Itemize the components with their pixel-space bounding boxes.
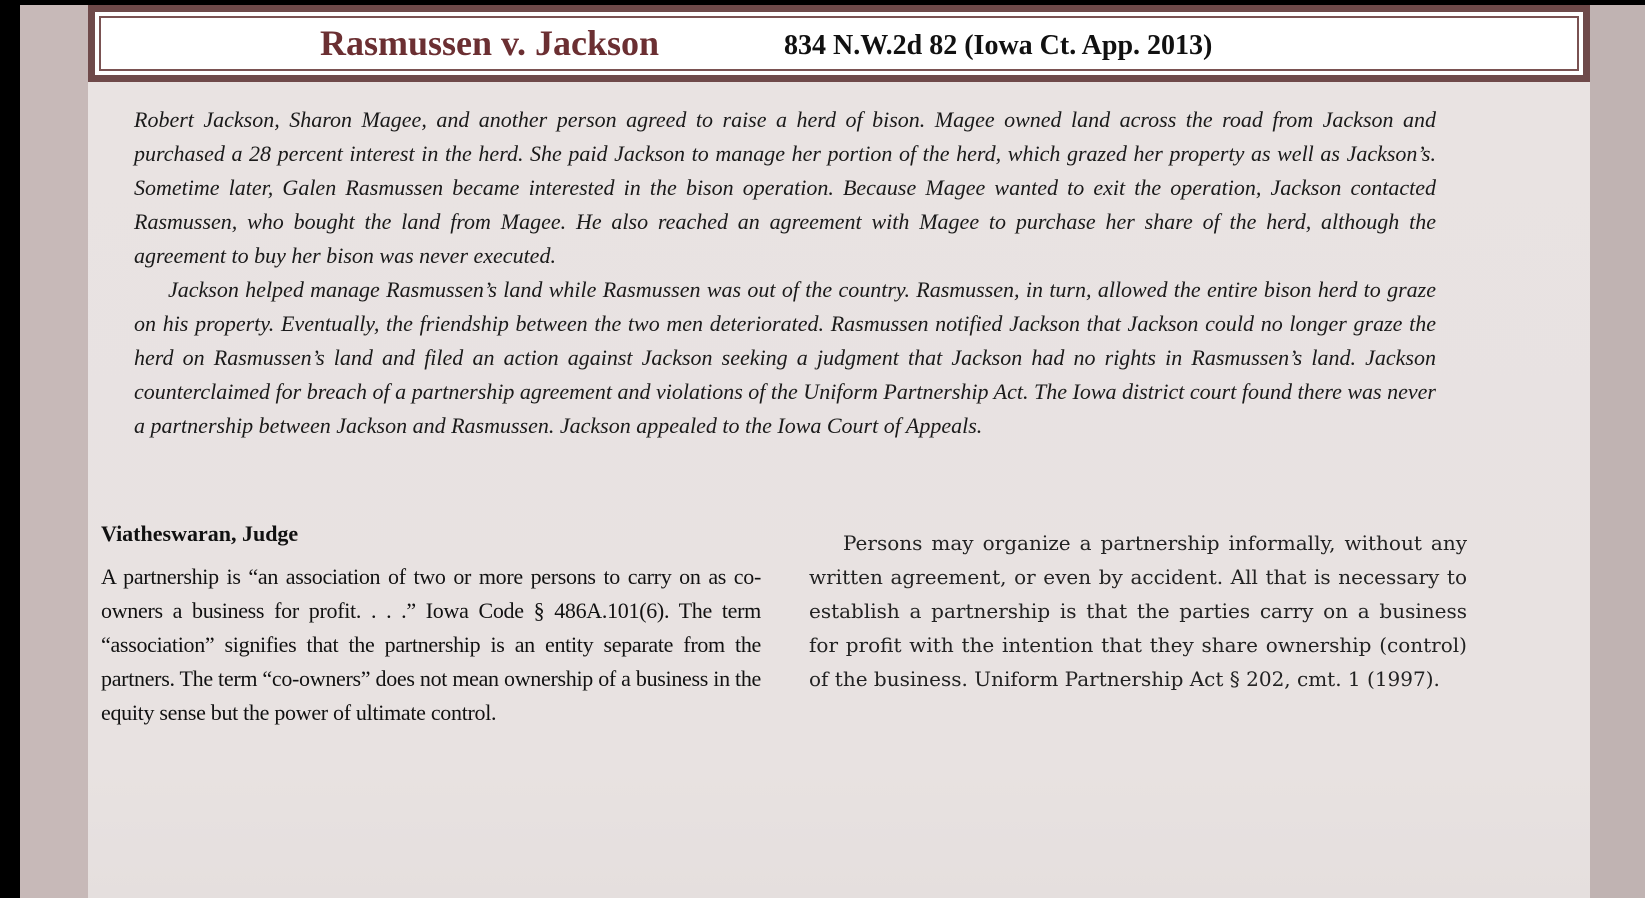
right-margin xyxy=(1590,5,1645,898)
opinion-paragraph-left: A partnership is “an association of two or more persons to carry on as co-owners a business for profit. . . .” Iowa Code § 486A.101(6). The term “association” signifies that the partnership is an entity separate from the partners. The term “co-owners” does not mean ownership of a business in the equity sense but the power of ultimate control. xyxy=(101,564,761,725)
facts-paragraph-1: Robert Jackson, Sharon Magee, and another person agreed to raise a herd of bison. Magee owned land across the road from Jackson and purchased a 28 percent interest in the herd. She paid Jackson to manage her portion of the herd, which grazed her property as well as Jackson’s. Sometime later, Galen Rasmussen became interested in the bison operation. Because Magee wanted to exit the operation, Jackson contacted Rasmussen, who bought the land from Magee. He also reached an agreement with Magee to purchase her share of the herd, although the agreement to buy her bison was never executed. xyxy=(134,107,1436,268)
case-citation: 834 N.W.2d 82 (Iowa Ct. App. 2013) xyxy=(784,30,1213,61)
left-margin xyxy=(20,5,88,898)
judge-name: Viatheswaran, Judge xyxy=(101,521,299,546)
case-facts xyxy=(134,103,1436,443)
case-title: Rasmussen v. Jackson xyxy=(320,23,660,63)
opinion-paragraph-right: Persons may organize a partnership informally, without any written agreement, or even by accident. All that is necessary to establish a partnership is that the parties carry on a business for profit with the intention that they share ownership (control) of the business. Uniform Partnership Act § 202, cmt. 1 (1997). xyxy=(809,531,1467,691)
facts-paragraph-2: Jackson helped manage Rasmussen’s land while Rasmussen was out of the country. Rasmussen, in turn, allowed the entire bison herd to graze on his property. Eventually, the friendship between the two men deteriorated. Rasmussen notified Jackson that Jackson could no longer graze the herd on Rasmussen’s land and filed an action against Jackson seeking a judgment that Jackson had no rights in Rasmussen’s land. Jackson counterclaimed for breach of a partnership agreement and violations of the Uniform Partnership Act. The Iowa district court found there was never a partnership between Jackson and Rasmussen. Jackson appealed to the Iowa Court of Appeals. xyxy=(134,277,1436,438)
